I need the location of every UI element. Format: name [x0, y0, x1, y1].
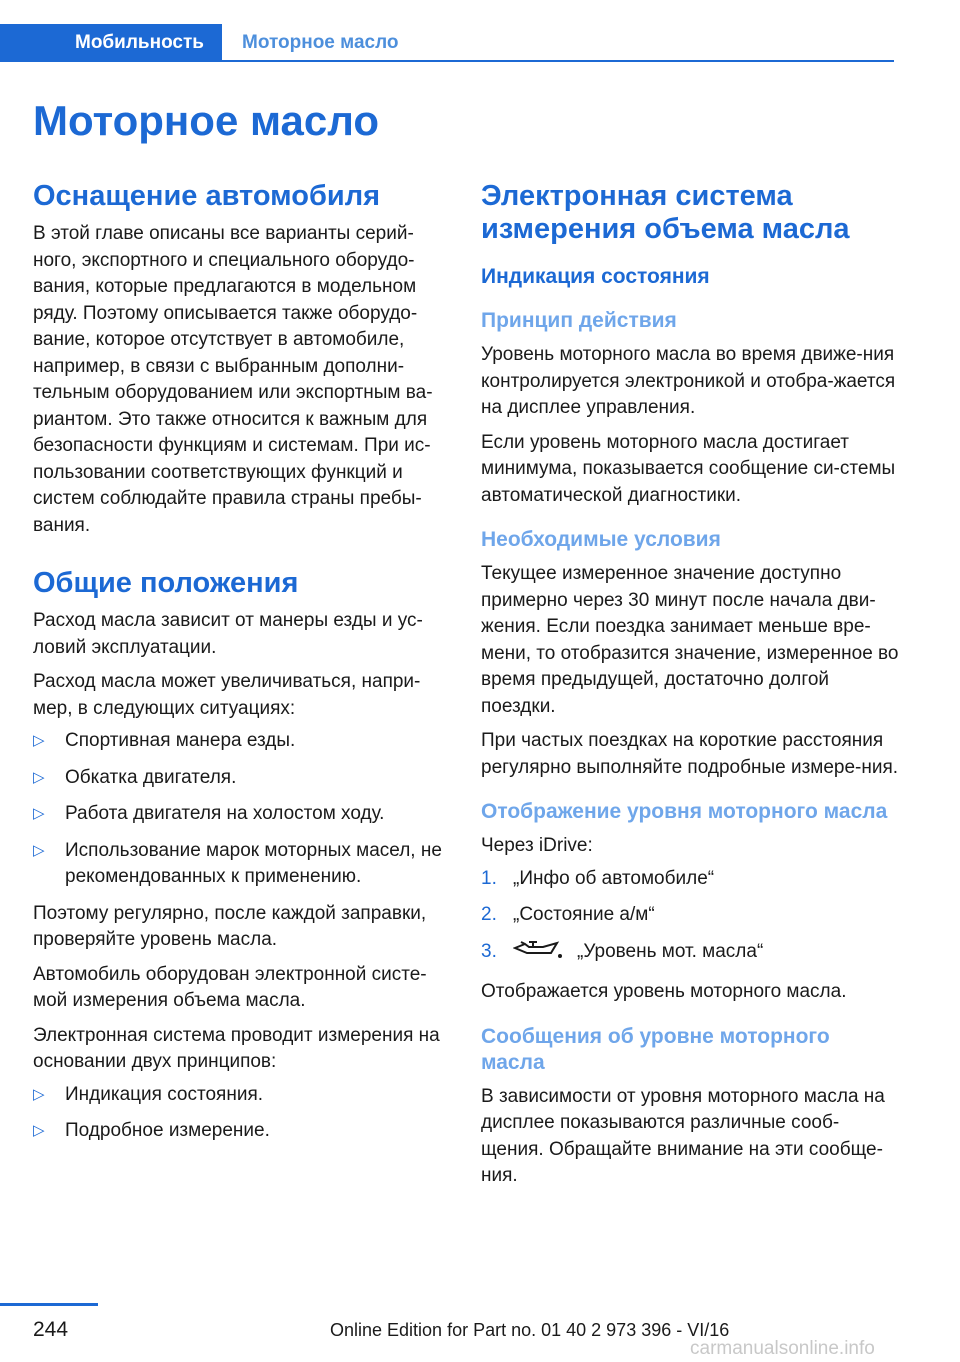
tab-mobility[interactable]: Мобильность — [0, 24, 222, 62]
triangle-bullet-icon: ▷ — [33, 732, 45, 749]
edition-note: Online Edition for Part no. 01 40 2 973 396 - VI/16 — [330, 1320, 730, 1340]
list-item: ▷ Спортивная манера езды. — [33, 728, 448, 755]
header-rule — [222, 60, 894, 62]
watermark: carmanualsonline.info — [690, 1338, 875, 1359]
list-item: ▷ Обкатка двигателя. — [33, 765, 448, 792]
triangle-bullet-icon: ▷ — [33, 1122, 45, 1139]
list-item: ▷ Индикация состояния. — [33, 1082, 448, 1109]
oil-level-icon — [513, 939, 565, 970]
triangle-bullet-icon: ▷ — [33, 1085, 45, 1103]
paragraph: Расход масла может увеличиваться, напри-мер, в следующих ситуациях: — [33, 671, 421, 719]
list-item: ▷ Работа двигателя на холостом ходу. — [33, 801, 448, 828]
list-item: ▷ Использование марок моторных масел, не рекомендованных к применению. — [33, 839, 442, 887]
section-title-electronic-system: Электронная система измерения объема масла — [481, 180, 850, 245]
triangle-bullet-icon: ▷ — [33, 768, 45, 786]
paragraph: При частых поездках на короткие расстояния регулярно выполняйте подробные измере-ния. — [481, 730, 899, 778]
paragraph: Через iDrive: — [481, 835, 593, 856]
paragraph: Электронная система проводит измерения на основании двух принципов: — [33, 1024, 440, 1072]
triangle-bullet-icon: ▷ — [33, 841, 45, 859]
list-item: ▷ Подробное измерение. — [33, 1118, 448, 1145]
list-item: 3. „Уровень мот. масла“ — [481, 939, 899, 970]
subheading-oil-level-display: Отображение уровня моторного масла — [481, 800, 888, 823]
left-column — [33, 180, 448, 1155]
triangle-bullet-icon: ▷ — [33, 805, 45, 822]
page-title: Моторное масло — [33, 97, 379, 144]
list-item: 2. „Состояние а/м“ — [481, 904, 655, 925]
list-item: 1. „Инфо об автомобиле“ — [481, 867, 715, 889]
paragraph: В зависимости от уровня моторного масла на дисплее показываются различные сооб-щения. Обращайте внимание на эти сообще-ния. — [481, 1085, 885, 1186]
footer-rule — [0, 1303, 98, 1306]
subheading-oil-messages: Сообщения об уровне моторного масла — [481, 1024, 830, 1074]
paragraph: Поэтому регулярно, после каждой заправки, проверяйте уровень масла. — [33, 902, 427, 950]
paragraph: Автомобиль оборудован электронной систе-мой измерения объема масла. — [33, 963, 427, 1011]
paragraph: Если уровень моторного масла достигает минимума, показывается сообщение си-стемы автоматической диагностики. — [481, 431, 896, 506]
paragraph: Уровень моторного масла во время движе-ния контролируется электроникой и отобра-жается на дисплее управления. — [481, 344, 896, 418]
tab-engine-oil[interactable]: Моторное масло — [242, 32, 399, 53]
subheading-requirements: Необходимые условия — [481, 528, 721, 551]
section-title-general: Общие положения — [33, 567, 299, 599]
principles-list — [33, 1082, 448, 1145]
section-title-equipment: Оснащение автомобиля — [33, 180, 381, 212]
paragraph: Текущее измеренное значение доступно примерно через 30 минут после начала дви-жения. Если поездка занимает меньше вре-мени, то отобразится значение, измеренное во время предыдущей, достаточно долгой поездки. — [481, 563, 899, 717]
equipment-paragraph: В этой главе описаны все варианты серий-ного, экспортного и специального оборудо-вания, которые предлагаются в модельном ряду. Поэтому описывается также оборудо-вание, которое отсутствует в автомобиле, например, в связи с выбранным дополни-тельным оборудованием или экспортным ва-риантом. Это также относится к важным для безопасности функциям и системам. При ис-пользовании соответствующих функций и систем соблюдайте правила страны пребы-вания. — [33, 223, 433, 536]
paragraph: Отображается уровень моторного масла. — [481, 981, 847, 1002]
subheading-principle: Принцип действия — [481, 309, 677, 332]
subheading-status-indication: Индикация состояния — [481, 265, 710, 288]
idrive-steps — [481, 866, 899, 970]
paragraph: Расход масла зависит от манеры езды и ус-ловий эксплуатации. — [33, 610, 423, 658]
header-tabs — [0, 24, 894, 62]
page-number: 244 — [33, 1318, 69, 1341]
right-column — [481, 180, 899, 1190]
situations-list — [33, 728, 448, 891]
